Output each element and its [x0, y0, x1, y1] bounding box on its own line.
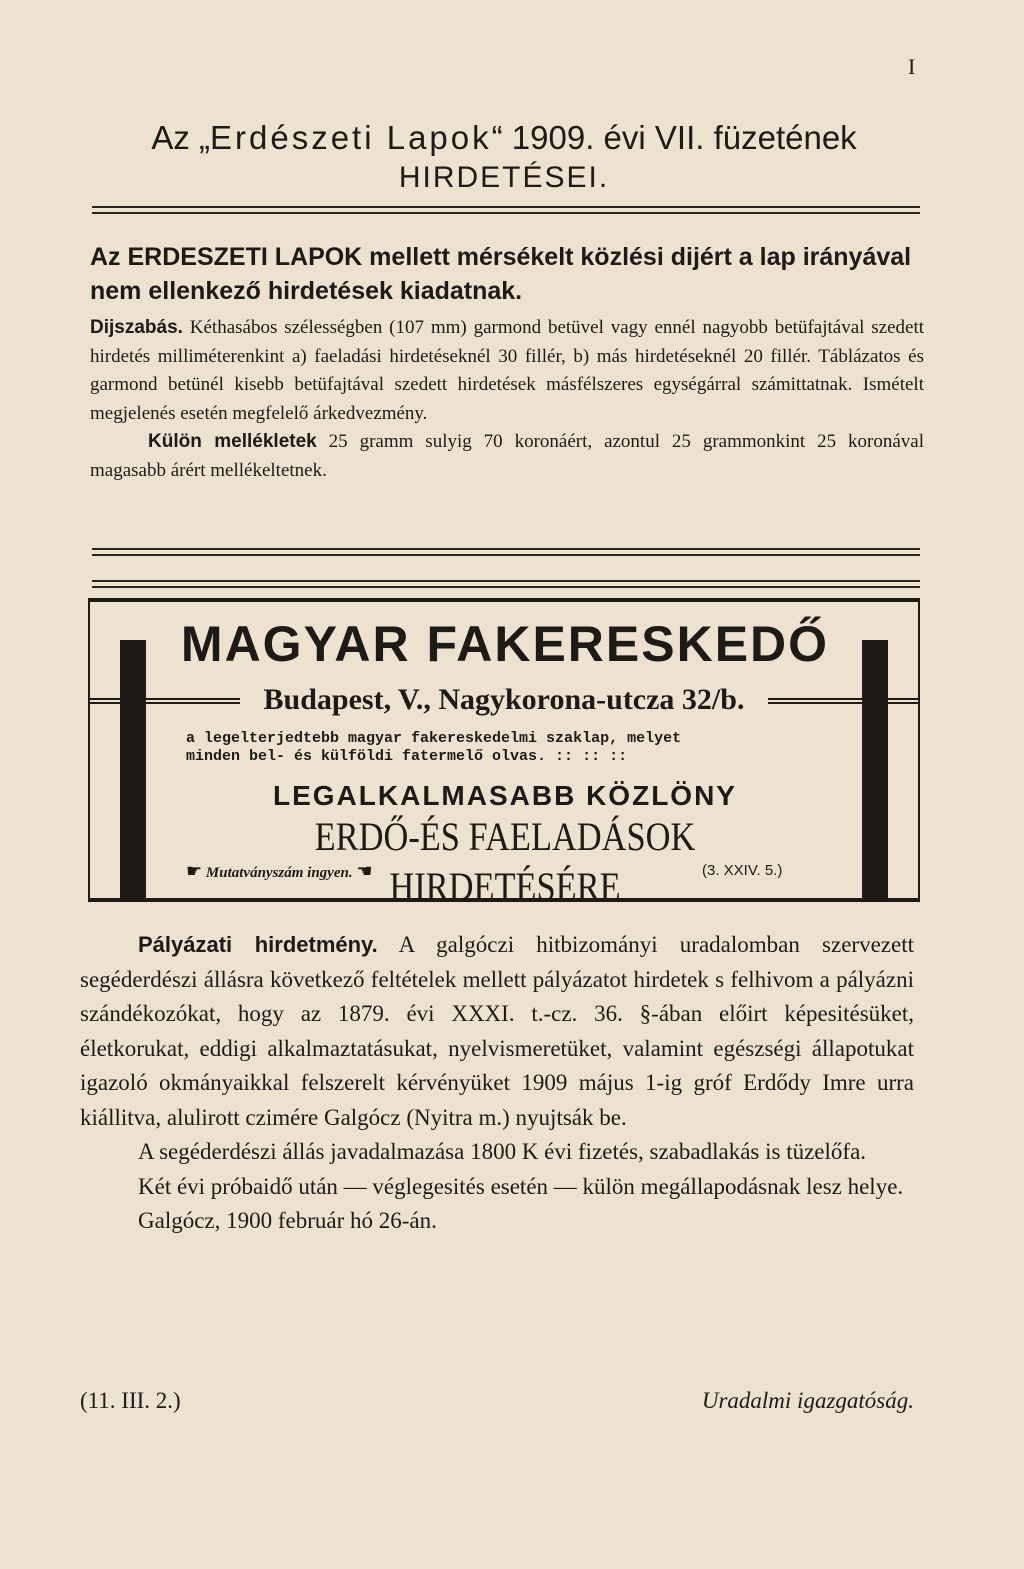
signature: Uradalmi igazgatóság. — [701, 1388, 914, 1413]
title-prefix: Az „ — [151, 119, 210, 156]
page-subtitle: HIRDETÉSEI. — [398, 161, 610, 194]
ad-headline: ERDŐ-ÉS FAELADÁSOK HIRDETÉSÉRE — [314, 814, 696, 909]
supplements-paragraph — [90, 428, 924, 485]
competition-place-date: Galgócz, 1900 február hó 26-án. — [138, 1208, 437, 1233]
signature-row — [80, 1384, 914, 1420]
ad-desc-line-2: minden bel- és külföldi fatermelő olvas. :: :: :: — [186, 748, 628, 765]
advertisement-box — [88, 598, 920, 909]
supplements-label: Külön mellékletek — [148, 431, 317, 452]
competition-paragraph-3: Két évi próbaidő után — véglegesités esetén — külön megállapodásnak lesz helye. — [138, 1173, 904, 1199]
pointing-hand-right-icon: ☛ — [186, 861, 203, 881]
competition-paragraph-1 — [80, 928, 914, 1135]
competition-reference: (11. III. 2.) — [80, 1388, 181, 1413]
ad-reference: (3. XXIV. 5.) — [702, 862, 783, 879]
competition-notice — [80, 928, 914, 1239]
ad-sample-note: Mutatványszám ingyen. — [205, 865, 353, 881]
advertising-notice-body — [90, 314, 924, 485]
competition-title: Pályázati hirdetmény. — [138, 932, 378, 957]
ad-top-divider — [92, 580, 920, 588]
pointing-hand-left-icon: ☚ — [356, 861, 373, 881]
supplements-text: 25 gramm sulyig 70 koronáért, azontul 25 grammonkint 25 koronával magasabb árért mellékeltetnek. — [90, 431, 925, 481]
fees-paragraph — [90, 314, 924, 428]
ad-title: MAGYAR FAKERESKEDŐ — [180, 616, 830, 672]
ad-right-bar — [862, 640, 888, 898]
ad-footer — [186, 860, 806, 884]
ad-left-bar — [120, 640, 146, 898]
page-number: I — [908, 54, 916, 79]
notice-divider — [92, 548, 920, 556]
fees-text: Kéthasábos szélességben (107 mm) garmond betüvel vagy ennél nagyobb betüfajtával szedett hirdetés milliméterenkint a) faeladási hirdetéseknél 30 fillér, b) más hirdetéseknél 20 fillér. Táblázatos és garmond betünél kisebb betüfajtával szedett hirdetések másfélszeres egységárral számittatnak. Ismételt megjelenés esetén megfelelő árkedvezmény. — [90, 317, 925, 424]
page-title — [84, 118, 924, 158]
header-divider — [92, 206, 920, 214]
title-journal: Erdészeti Lapok — [209, 119, 492, 156]
ad-address: Budapest, V., Nagykorona-utcza 32/b. — [240, 680, 768, 720]
ad-strong-line: LEGALKALMASABB KÖZLÖNY — [273, 780, 737, 811]
title-suffix: “ 1909. évi VII. füzetének — [491, 119, 857, 156]
ad-desc-line-1: a legelterjedtebb magyar fakereskedelmi szaklap, melyet — [186, 730, 682, 747]
competition-paragraph-2: A segéderdészi állás javadalmazása 1800 K évi fizetés, szabadlakás is tüzelőfa. — [138, 1139, 867, 1164]
ad-description — [186, 730, 816, 766]
fees-label: Dijszabás. — [90, 317, 183, 338]
competition-text-1: A galgóczi hitbizományi uradalomban szervezett segéderdészi állásra következő feltételek mellett pályázatot hirdetek s felhivom a pályázni szándékozókat, hogy az 1879. évi XXXI. t.-cz. 36. §-ában előirt képesitésüket, életkorukat, eddigi alkalmaztatásukat, nyelvismeretüket, valamint egészségi állapotukat igazoló okmányaikkal felszerelt kérvényüket 1909 május 1-ig gróf Erdődy Imre urra kiállitva, alulirott czimére Galgócz (Nyitra m.) nyujtsák be. — [80, 932, 914, 1130]
advertising-notice-lead: Az ERDESZETI LAPOK mellett mérsékelt közlési dijért a lap irányával nem ellenkező hirdetések kiadatnak. — [90, 243, 912, 305]
